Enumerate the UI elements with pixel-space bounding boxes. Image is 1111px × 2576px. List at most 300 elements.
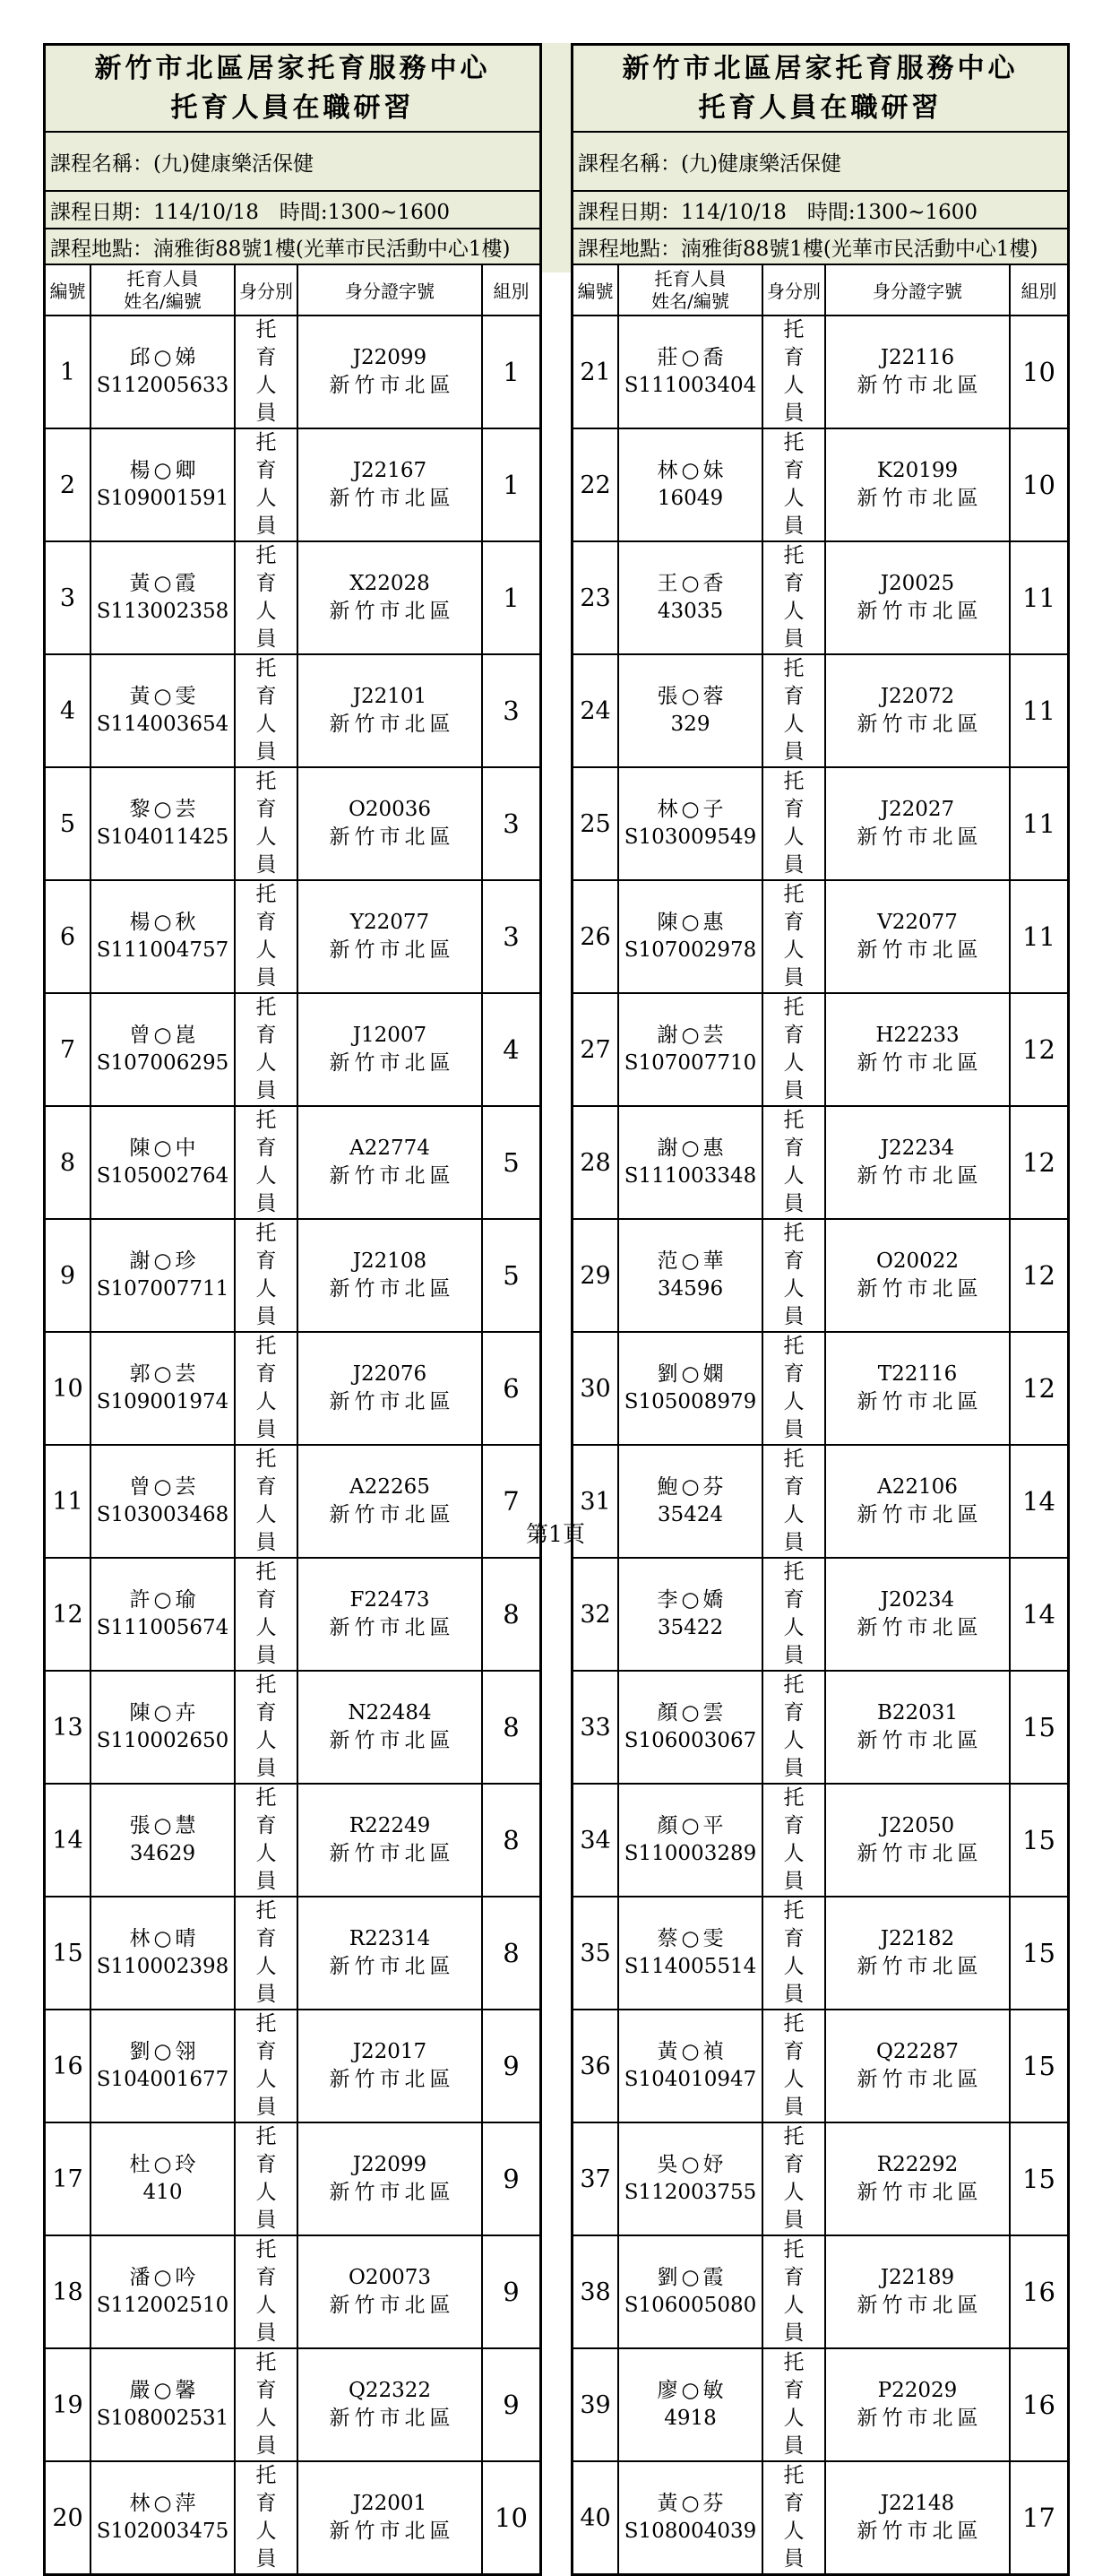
person-code: S114005514 <box>624 1955 757 1978</box>
group-number: 7 <box>482 1445 539 1558</box>
table-row <box>46 2010 539 2122</box>
person-name: 陳○中 <box>129 1137 200 1160</box>
district: 新竹市北區 <box>857 2181 983 2204</box>
person-code: S106005080 <box>624 2294 757 2317</box>
group-number: 10 <box>1010 428 1067 541</box>
person-code: S112003755 <box>624 2181 757 2204</box>
person-code: S110002398 <box>96 1955 229 1978</box>
id-code: A22774 <box>349 1137 430 1160</box>
identity-type-line2: 人員 <box>255 826 285 877</box>
district: 新竹市北區 <box>857 1390 983 1413</box>
person-code: S107007710 <box>624 1051 757 1075</box>
person-cell <box>618 2122 762 2235</box>
person-name: 莊○喬 <box>657 346 728 369</box>
identity-type-cell <box>762 1219 825 1332</box>
identity-type-cell <box>762 428 825 541</box>
district: 新竹市北區 <box>857 374 983 397</box>
person-code: S105002764 <box>96 1164 229 1188</box>
person-name: 劉○翎 <box>129 2040 200 2063</box>
person-code: S110003289 <box>624 1842 757 1865</box>
identity-type-cell <box>762 2235 825 2348</box>
table-row <box>46 993 539 1106</box>
person-code: S109001974 <box>96 1390 229 1413</box>
id-number-cell <box>825 2461 1010 2573</box>
identity-type-cell <box>235 541 297 654</box>
identity-type-line2: 人員 <box>783 2520 813 2571</box>
row-number: 38 <box>573 2235 618 2348</box>
identity-type-line1: 托育 <box>255 1222 285 1273</box>
id-number-cell <box>825 1106 1010 1219</box>
person-code: S111003404 <box>624 374 757 397</box>
person-cell <box>618 2461 762 2573</box>
identity-type-line1: 托育 <box>783 2012 813 2063</box>
person-code: S108002531 <box>96 2407 229 2430</box>
id-code: R22292 <box>876 2153 959 2176</box>
identity-type-line2: 人員 <box>255 2520 285 2571</box>
district: 新竹市北區 <box>329 713 455 736</box>
id-number-cell <box>297 1106 482 1219</box>
row-number: 22 <box>573 428 618 541</box>
person-name: 曾○崑 <box>129 1024 200 1047</box>
identity-type-line1: 托育 <box>783 544 813 595</box>
id-number-cell <box>297 2235 482 2348</box>
identity-type-line2: 人員 <box>255 1616 285 1667</box>
identity-type-line2: 人員 <box>783 713 813 764</box>
group-number: 15 <box>1010 1897 1067 2010</box>
person-name: 黃○禎 <box>657 2040 728 2063</box>
person-cell <box>618 428 762 541</box>
person-name: 陳○惠 <box>657 911 728 934</box>
identity-type-line1: 托育 <box>783 883 813 934</box>
identity-type-line2: 人員 <box>255 1955 285 2006</box>
group-number: 11 <box>1010 541 1067 654</box>
person-name: 顏○平 <box>657 1814 728 1837</box>
id-code: J22001 <box>352 2492 427 2515</box>
identity-type-cell <box>762 2010 825 2122</box>
person-name: 鮑○芬 <box>657 1475 728 1499</box>
id-number-cell <box>825 654 1010 767</box>
person-name: 吳○妤 <box>657 2153 728 2176</box>
identity-type-cell <box>235 2122 297 2235</box>
id-number-cell <box>297 2348 482 2461</box>
person-name: 廖○敏 <box>657 2379 728 2402</box>
id-number-cell <box>825 2122 1010 2235</box>
identity-type-cell <box>762 316 825 428</box>
identity-type-line1: 托育 <box>783 1786 813 1837</box>
group-number: 16 <box>1010 2348 1067 2461</box>
left-table-body <box>46 316 539 2573</box>
row-number: 20 <box>46 2461 90 2573</box>
group-number: 14 <box>1010 1445 1067 1558</box>
identity-type-line2: 人員 <box>255 1390 285 1441</box>
person-cell <box>90 2010 235 2122</box>
col-header-idtype: 身分別 <box>762 265 825 316</box>
col-header-number: 編號 <box>573 265 618 316</box>
table-row <box>46 2348 539 2461</box>
row-number: 36 <box>573 2010 618 2122</box>
row-number: 9 <box>46 1219 90 1332</box>
district: 新竹市北區 <box>329 487 455 510</box>
person-name: 楊○秋 <box>129 911 200 934</box>
id-number-cell <box>297 1332 482 1445</box>
course-location-row: 課程地點：湳雅街88號1樓(光華市民活動中心1樓) <box>573 229 1067 265</box>
group-number: 5 <box>482 1106 539 1219</box>
group-number: 9 <box>482 2235 539 2348</box>
person-code: 34596 <box>657 1277 724 1301</box>
person-cell <box>618 767 762 880</box>
district: 新竹市北區 <box>857 2520 983 2543</box>
id-number-cell <box>297 1897 482 2010</box>
identity-type-line1: 托育 <box>255 996 285 1047</box>
identity-type-cell <box>762 1558 825 1671</box>
identity-type-cell <box>235 993 297 1106</box>
district: 新竹市北區 <box>857 2407 983 2430</box>
row-number: 27 <box>573 993 618 1106</box>
id-number-cell <box>825 2010 1010 2122</box>
person-cell <box>618 1219 762 1332</box>
identity-type-line2: 人員 <box>783 1729 813 1780</box>
district: 新竹市北區 <box>857 1503 983 1526</box>
col-header-person-line2: 姓名/編號 <box>651 290 729 312</box>
row-number: 32 <box>573 1558 618 1671</box>
col-header-person <box>618 265 762 316</box>
identity-type-line2: 人員 <box>783 938 813 990</box>
table-row <box>46 316 539 428</box>
id-code: J22027 <box>880 798 955 821</box>
row-number: 2 <box>46 428 90 541</box>
id-code: O20036 <box>348 798 432 821</box>
id-code: J22234 <box>880 1137 955 1160</box>
identity-type-line2: 人員 <box>783 1955 813 2006</box>
person-name: 邱○娣 <box>129 346 200 369</box>
person-cell <box>90 428 235 541</box>
id-number-cell <box>297 2122 482 2235</box>
identity-type-line1: 托育 <box>783 996 813 1047</box>
row-number: 30 <box>573 1332 618 1445</box>
person-name: 王○香 <box>657 572 728 595</box>
district: 新竹市北區 <box>329 1390 455 1413</box>
id-number-cell <box>297 880 482 993</box>
district: 新竹市北區 <box>329 1729 455 1752</box>
identity-type-line2: 人員 <box>783 2407 813 2458</box>
id-number-cell <box>825 2348 1010 2461</box>
group-number: 9 <box>482 2348 539 2461</box>
id-number-cell <box>825 1332 1010 1445</box>
person-name: 楊○卿 <box>129 459 200 482</box>
tables-container <box>43 43 1070 2576</box>
id-number-cell <box>825 993 1010 1106</box>
table-row <box>46 428 539 541</box>
row-number: 7 <box>46 993 90 1106</box>
right-table <box>571 43 1070 2576</box>
row-number: 23 <box>573 541 618 654</box>
identity-type-cell <box>235 880 297 993</box>
person-code: S103009549 <box>624 826 757 849</box>
person-name: 林○萍 <box>129 2492 200 2515</box>
group-number: 11 <box>1010 767 1067 880</box>
identity-type-line1: 托育 <box>255 883 285 934</box>
row-number: 37 <box>573 2122 618 2235</box>
id-code: H22233 <box>875 1024 960 1047</box>
id-code: F22473 <box>349 1588 430 1612</box>
col-header-person <box>90 265 235 316</box>
identity-type-line2: 人員 <box>255 1051 285 1102</box>
district: 新竹市北區 <box>329 2068 455 2091</box>
identity-type-line2: 人員 <box>255 1503 285 1554</box>
person-code: S106003067 <box>624 1729 757 1752</box>
person-code: S104001677 <box>96 2068 229 2091</box>
person-name: 黃○雯 <box>129 685 200 708</box>
person-code: S112005633 <box>96 374 229 397</box>
table-row <box>46 2122 539 2235</box>
header-row <box>573 265 1067 316</box>
identity-type-cell <box>235 1671 297 1784</box>
person-code: S105008979 <box>624 1390 757 1413</box>
id-number-cell <box>825 1897 1010 2010</box>
identity-type-line1: 托育 <box>783 1560 813 1612</box>
group-number: 15 <box>1010 1671 1067 1784</box>
person-name: 黃○芬 <box>657 2492 728 2515</box>
table-row <box>46 1558 539 1671</box>
person-code: S114003654 <box>96 713 229 736</box>
identity-type-line2: 人員 <box>255 2068 285 2119</box>
district: 新竹市北區 <box>329 1051 455 1075</box>
group-number: 1 <box>482 428 539 541</box>
id-code: R22314 <box>349 1927 431 1950</box>
identity-type-cell <box>235 1558 297 1671</box>
person-code: S107002978 <box>624 938 757 962</box>
id-code: J22167 <box>352 459 427 482</box>
person-code: S111005674 <box>96 1616 229 1639</box>
row-number: 24 <box>573 654 618 767</box>
col-header-idnumber: 身分證字號 <box>297 265 482 316</box>
person-code: 329 <box>670 713 711 736</box>
course-series-title: 托育人員在職研習 <box>698 91 943 124</box>
id-number-cell <box>825 316 1010 428</box>
id-code: J22148 <box>880 2492 955 2515</box>
group-number: 8 <box>482 1671 539 1784</box>
table-row <box>573 2122 1067 2235</box>
id-number-cell <box>825 880 1010 993</box>
person-cell <box>618 1106 762 1219</box>
row-number: 15 <box>46 1897 90 2010</box>
identity-type-line1: 托育 <box>255 1335 285 1386</box>
district: 新竹市北區 <box>329 826 455 849</box>
district: 新竹市北區 <box>329 2181 455 2204</box>
person-cell <box>90 654 235 767</box>
identity-type-line1: 托育 <box>783 2125 813 2176</box>
person-code: S104010947 <box>624 2068 757 2091</box>
person-cell <box>90 1671 235 1784</box>
person-name: 林○子 <box>657 798 728 821</box>
id-number-cell <box>297 993 482 1106</box>
person-cell <box>90 2122 235 2235</box>
row-number: 17 <box>46 2122 90 2235</box>
row-number: 19 <box>46 2348 90 2461</box>
group-number: 17 <box>1010 2461 1067 2573</box>
table-row <box>46 2461 539 2573</box>
identity-type-line1: 托育 <box>783 1448 813 1499</box>
row-number: 12 <box>46 1558 90 1671</box>
row-number: 39 <box>573 2348 618 2461</box>
identity-type-line1: 托育 <box>255 770 285 821</box>
person-cell <box>90 316 235 428</box>
person-code: S111004757 <box>96 938 229 962</box>
person-cell <box>618 1671 762 1784</box>
group-number: 3 <box>482 767 539 880</box>
identity-type-line1: 托育 <box>783 431 813 482</box>
person-cell <box>90 1332 235 1445</box>
identity-type-cell <box>235 316 297 428</box>
person-cell <box>90 767 235 880</box>
identity-type-line2: 人員 <box>255 1277 285 1328</box>
id-code: K20199 <box>876 459 959 482</box>
col-header-idnumber: 身分證字號 <box>825 265 1010 316</box>
row-number: 11 <box>46 1445 90 1558</box>
identity-type-line1: 托育 <box>255 1109 285 1160</box>
course-name-row: 課程名稱：(九)健康樂活保健 <box>46 133 539 192</box>
identity-type-line2: 人員 <box>783 2181 813 2232</box>
group-number: 6 <box>482 1332 539 1445</box>
roster-sheet <box>43 43 1070 2576</box>
row-number: 16 <box>46 2010 90 2122</box>
id-code: T22116 <box>877 1362 958 1386</box>
identity-type-line2: 人員 <box>783 1164 813 1215</box>
identity-type-line1: 托育 <box>255 1448 285 1499</box>
table-row <box>573 1332 1067 1445</box>
id-code: J22099 <box>352 2153 427 2176</box>
group-number: 1 <box>482 316 539 428</box>
person-name: 劉○嫻 <box>657 1362 728 1386</box>
table-row <box>573 993 1067 1106</box>
center-title: 新竹市北區居家托育服務中心 <box>94 52 491 84</box>
col-header-group: 組別 <box>1010 265 1067 316</box>
identity-type-line2: 人員 <box>783 2068 813 2119</box>
district: 新竹市北區 <box>857 600 983 623</box>
district: 新竹市北區 <box>329 1616 455 1639</box>
district: 新竹市北區 <box>329 600 455 623</box>
center-title: 新竹市北區居家托育服務中心 <box>622 52 1019 84</box>
id-number-cell <box>297 541 482 654</box>
id-number-cell <box>297 654 482 767</box>
identity-type-cell <box>762 1897 825 2010</box>
row-number: 26 <box>573 880 618 993</box>
table-row <box>573 428 1067 541</box>
district: 新竹市北區 <box>329 1277 455 1301</box>
row-number: 18 <box>46 2235 90 2348</box>
group-number: 11 <box>1010 880 1067 993</box>
person-name: 黃○霞 <box>129 572 200 595</box>
identity-type-line1: 托育 <box>783 1673 813 1725</box>
identity-type-line2: 人員 <box>783 1051 813 1102</box>
identity-type-cell <box>762 1106 825 1219</box>
person-name: 謝○惠 <box>657 1137 728 1160</box>
person-code: S104011425 <box>96 826 229 849</box>
identity-type-line1: 托育 <box>783 770 813 821</box>
identity-type-cell <box>762 1671 825 1784</box>
id-code: A22106 <box>877 1475 958 1499</box>
person-name: 許○瑜 <box>129 1588 200 1612</box>
group-number: 3 <box>482 654 539 767</box>
group-number: 12 <box>1010 1219 1067 1332</box>
district: 新竹市北區 <box>329 374 455 397</box>
table-row <box>46 1784 539 1897</box>
identity-type-cell <box>762 993 825 1106</box>
identity-type-cell <box>235 767 297 880</box>
id-code: J20025 <box>880 572 955 595</box>
district: 新竹市北區 <box>857 2068 983 2091</box>
id-code: J22050 <box>880 1814 955 1837</box>
identity-type-cell <box>235 2461 297 2573</box>
row-number: 40 <box>573 2461 618 2573</box>
group-number: 11 <box>1010 654 1067 767</box>
table-row <box>573 316 1067 428</box>
row-number: 6 <box>46 880 90 993</box>
person-cell <box>90 1106 235 1219</box>
identity-type-cell <box>762 1332 825 1445</box>
id-code: A22265 <box>349 1475 430 1499</box>
col-header-number: 編號 <box>46 265 90 316</box>
person-code: 35424 <box>657 1503 724 1526</box>
identity-type-line1: 托育 <box>255 544 285 595</box>
person-cell <box>90 993 235 1106</box>
identity-type-cell <box>762 654 825 767</box>
identity-type-line2: 人員 <box>783 1842 813 1893</box>
person-code: S108004039 <box>624 2520 757 2543</box>
row-number: 31 <box>573 1445 618 1558</box>
identity-type-cell <box>762 541 825 654</box>
person-cell <box>618 541 762 654</box>
identity-type-line1: 托育 <box>255 2012 285 2063</box>
person-code: 4918 <box>664 2407 717 2430</box>
identity-type-line1: 托育 <box>783 1222 813 1273</box>
identity-type-line2: 人員 <box>783 1390 813 1441</box>
person-name: 謝○芸 <box>657 1024 728 1047</box>
header-row <box>46 265 539 316</box>
person-name: 顏○雲 <box>657 1701 728 1725</box>
id-code: J22101 <box>352 685 427 708</box>
group-number: 1 <box>482 541 539 654</box>
district: 新竹市北區 <box>857 2294 983 2317</box>
table-row <box>573 541 1067 654</box>
identity-type-line2: 人員 <box>783 1616 813 1667</box>
row-number: 5 <box>46 767 90 880</box>
group-number: 15 <box>1010 1784 1067 1897</box>
identity-type-line2: 人員 <box>255 600 285 651</box>
identity-type-cell <box>235 1332 297 1445</box>
identity-type-cell <box>235 2010 297 2122</box>
row-number: 29 <box>573 1219 618 1332</box>
right-table-body <box>573 316 1067 2573</box>
person-name: 劉○霞 <box>657 2266 728 2289</box>
district: 新竹市北區 <box>329 1842 455 1865</box>
id-code: J22099 <box>352 346 427 369</box>
identity-type-line2: 人員 <box>255 938 285 990</box>
col-header-person-line1: 托育人員 <box>654 267 727 290</box>
col-header-group: 組別 <box>482 265 539 316</box>
person-code: S113002358 <box>96 600 229 623</box>
id-code: R22249 <box>349 1814 431 1837</box>
district: 新竹市北區 <box>329 2407 455 2430</box>
identity-type-line1: 托育 <box>255 2125 285 2176</box>
table-row <box>46 1671 539 1784</box>
page-number: 第1頁 <box>526 1521 585 1547</box>
person-cell <box>618 316 762 428</box>
row-number: 28 <box>573 1106 618 1219</box>
identity-type-line1: 托育 <box>255 1786 285 1837</box>
person-name: 蔡○雯 <box>657 1927 728 1950</box>
row-number: 13 <box>46 1671 90 1784</box>
